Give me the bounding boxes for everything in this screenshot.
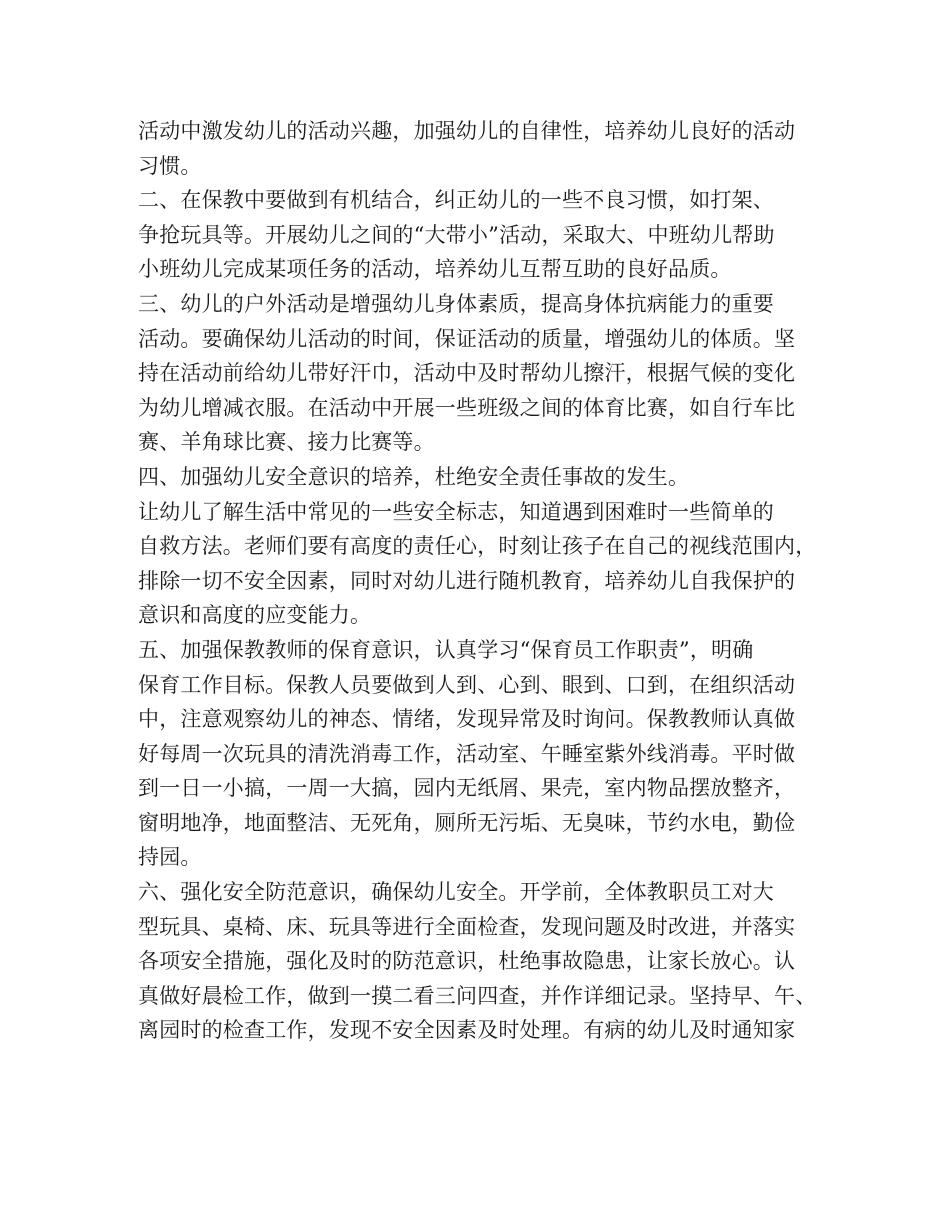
text-line: 持在活动前给幼儿带好汗巾，活动中及时帮幼儿擦汗，根据气候的变化	[138, 361, 796, 386]
text-line: 意识和高度的应变能力。	[138, 603, 372, 628]
text-line: 各项安全措施，强化及时的防范意识，杜绝事故隐患，让家长放心。认	[138, 949, 796, 974]
text-line: 四、加强幼儿安全意识的培养，杜绝安全责任事故的发生。	[138, 464, 690, 489]
text-line: 离园时的检查工作，发现不安全因素及时处理。有病的幼儿及时通知家	[138, 1018, 796, 1043]
text-line: 真做好晨检工作，做到一摸二看三问四查，并作详细记录。坚持早、午、	[138, 983, 817, 1008]
body-text	[138, 114, 828, 1048]
text-line: 持园。	[138, 845, 202, 870]
text-line: 窗明地净，地面整洁、无死角，厕所无污垢、无臭味，节约水电，勤俭	[138, 810, 796, 835]
text-line: 活动。要确保幼儿活动的时间，保证活动的质量，增强幼儿的体质。坚	[138, 326, 796, 351]
text-line: 保育工作目标。保教人员要做到人到、心到、眼到、口到，在组织活动	[138, 672, 796, 697]
text-line: 好每周一次玩具的清洗消毒工作，活动室、午睡室紫外线消毒。平时做	[138, 741, 796, 766]
text-line: 赛、羊角球比赛、接力比赛等。	[138, 430, 435, 455]
text-line: 小班幼儿完成某项任务的活动，培养幼儿互帮互助的良好品质。	[138, 257, 732, 282]
text-line: 中，注意观察幼儿的神态、情绪，发现异常及时询问。保教教师认真做	[138, 707, 796, 732]
text-line: 自救方法。老师们要有高度的责任心，时刻让孩子在自己的视线范围内，	[138, 534, 817, 559]
text-line: 六、强化安全防范意识，确保幼儿安全。开学前，全体教职员工对大	[138, 880, 774, 905]
text-line: 让幼儿了解生活中常见的一些安全标志，知道遇到困难时一些简单的	[138, 499, 774, 524]
text-line: 五、加强保教教师的保育意识，认真学习“保育员工作职责”，明确	[138, 637, 754, 662]
text-line: 到一日一小搞，一周一大搞，园内无纸屑、果壳，室内物品摆放整齐，	[138, 776, 796, 801]
text-line: 争抢玩具等。开展幼儿之间的“大带小”活动，采取大、中班幼儿帮助	[138, 222, 775, 247]
text-line: 三、幼儿的户外活动是增强幼儿身体素质，提高身体抗病能力的重要	[138, 291, 774, 316]
text-line: 二、在保教中要做到有机结合，纠正幼儿的一些不良习惯，如打架、	[138, 188, 774, 213]
text-line: 排除一切不安全因素，同时对幼儿进行随机教育，培养幼儿自我保护的	[138, 568, 796, 593]
text-line: 习惯。	[138, 153, 202, 178]
text-line: 型玩具、桌椅、床、玩具等进行全面检查，发现问题及时改进，并落实	[138, 914, 796, 939]
text-line: 活动中激发幼儿的活动兴趣，加强幼儿的自律性，培养幼儿良好的活动	[138, 119, 796, 143]
text-line: 为幼儿增减衣服。在活动中开展一些班级之间的体育比赛，如自行车比	[138, 395, 796, 420]
